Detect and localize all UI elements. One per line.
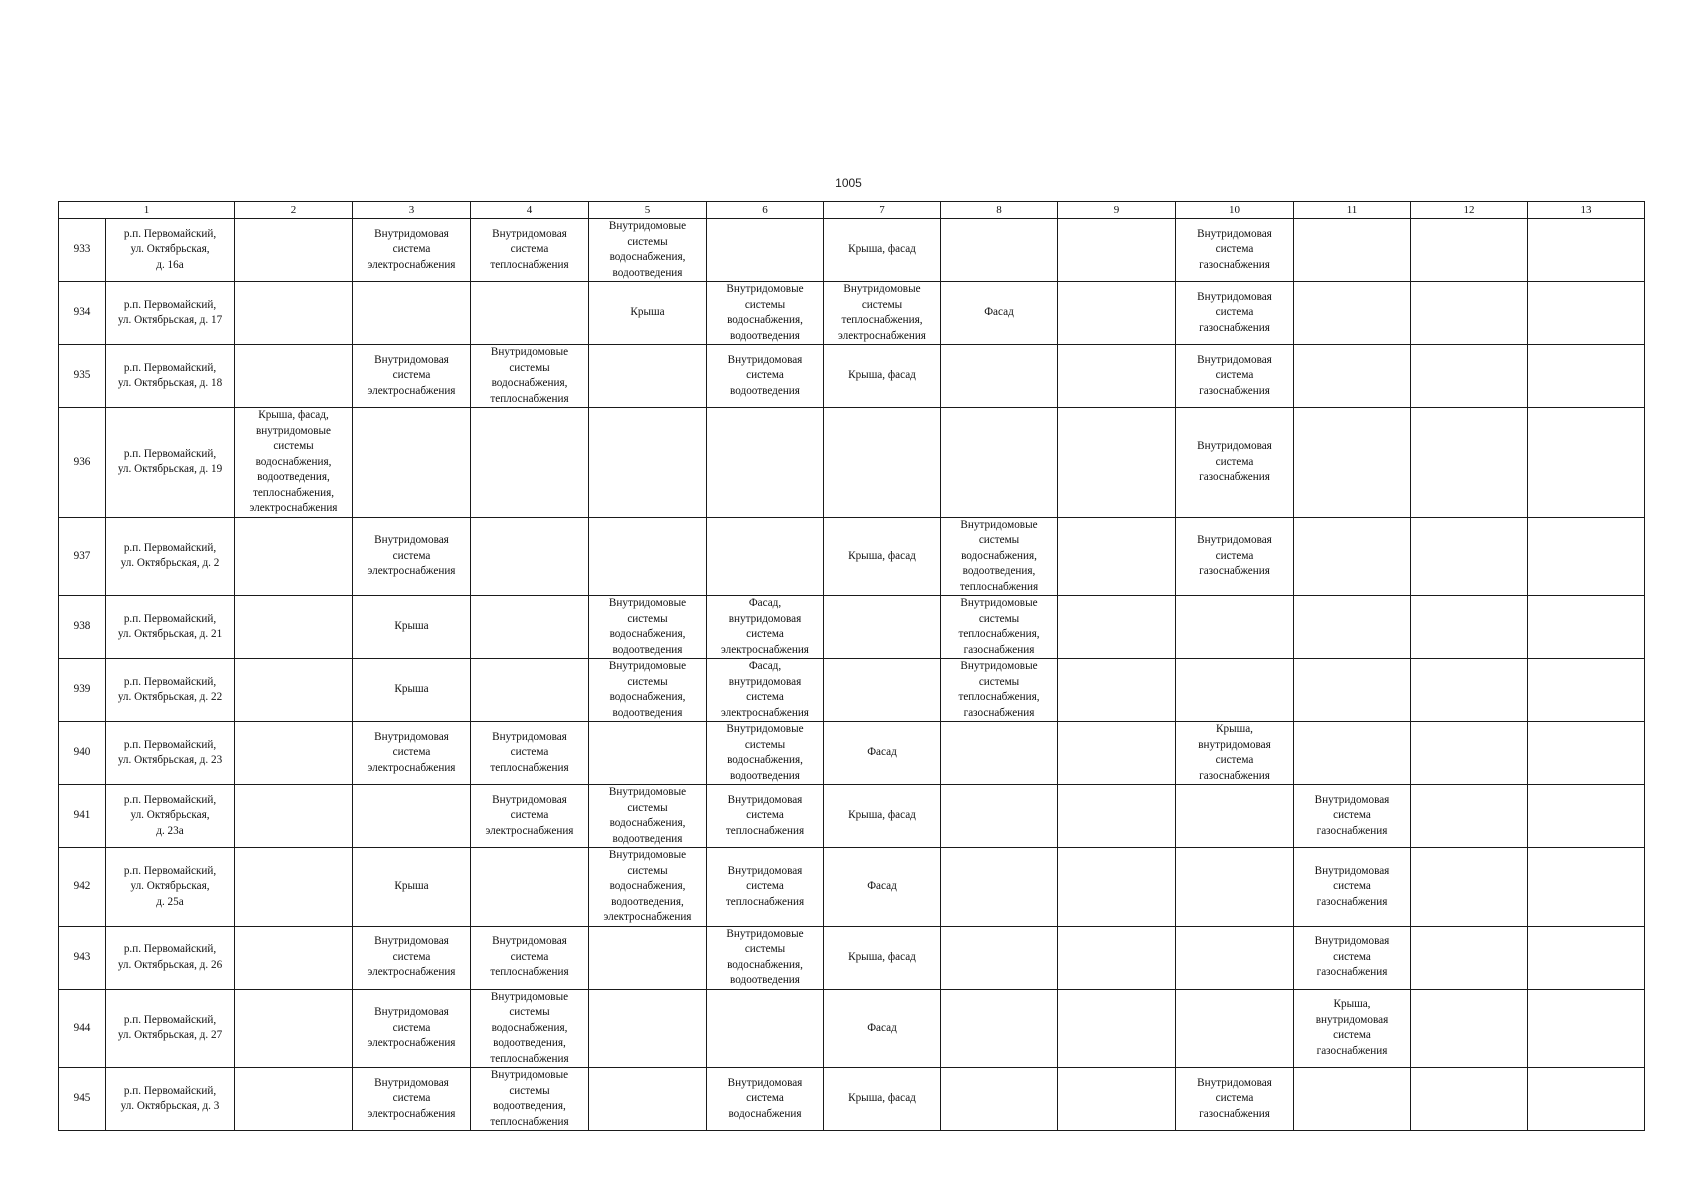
work-cell-col-8 [941, 722, 1058, 785]
work-cell-col-11 [1294, 345, 1411, 408]
row-number-cell: 939 [59, 659, 106, 722]
work-cell-col-10: Крыша, внутридомовая система газоснабжения [1176, 722, 1294, 785]
work-cell-col-4 [471, 408, 589, 518]
work-cell-col-13 [1528, 517, 1645, 596]
address-cell: р.п. Первомайский, ул. Октябрьская, д. 22 [106, 659, 235, 722]
work-cell-col-12 [1411, 282, 1528, 345]
work-cell-col-5 [589, 517, 707, 596]
work-cell-col-12 [1411, 345, 1528, 408]
work-cell-col-3: Внутридомовая система электроснабжения [353, 722, 471, 785]
table-row [59, 282, 1645, 345]
address-cell: р.п. Первомайский, ул. Октябрьская, д. 19 [106, 408, 235, 518]
work-cell-col-4: Внутридомовая система теплоснабжения [471, 926, 589, 989]
work-cell-col-8 [941, 219, 1058, 282]
column-header-1: 1 [59, 202, 235, 219]
work-cell-col-5 [589, 989, 707, 1068]
work-cell-col-6 [707, 219, 824, 282]
work-cell-col-2 [235, 517, 353, 596]
table-header [59, 202, 1645, 219]
work-cell-col-7: Крыша, фасад [824, 219, 941, 282]
row-number-cell: 943 [59, 926, 106, 989]
work-cell-col-3: Крыша [353, 848, 471, 927]
work-cell-col-3: Крыша [353, 659, 471, 722]
work-cell-col-2 [235, 1068, 353, 1131]
work-cell-col-10 [1176, 926, 1294, 989]
work-cell-col-9 [1058, 848, 1176, 927]
table-row [59, 1068, 1645, 1131]
column-header-7: 7 [824, 202, 941, 219]
work-cell-col-7: Крыша, фасад [824, 345, 941, 408]
work-cell-col-5: Крыша [589, 282, 707, 345]
work-cell-col-12 [1411, 722, 1528, 785]
work-cell-col-8 [941, 926, 1058, 989]
work-cell-col-12 [1411, 989, 1528, 1068]
work-cell-col-2 [235, 345, 353, 408]
address-cell: р.п. Первомайский, ул. Октябрьская, д. 27 [106, 989, 235, 1068]
work-cell-col-9 [1058, 659, 1176, 722]
work-cell-col-8 [941, 1068, 1058, 1131]
work-cell-col-2 [235, 282, 353, 345]
work-cell-col-8 [941, 848, 1058, 927]
work-cell-col-4: Внутридомовая система теплоснабжения [471, 722, 589, 785]
work-cell-col-9 [1058, 219, 1176, 282]
work-cell-col-6: Внутридомовая система теплоснабжения [707, 785, 824, 848]
table-row [59, 848, 1645, 927]
work-cell-col-12 [1411, 517, 1528, 596]
work-cell-col-7: Крыша, фасад [824, 926, 941, 989]
row-number-cell: 942 [59, 848, 106, 927]
work-cell-col-6: Внутридомовые системы водоснабжения, водоотведения [707, 926, 824, 989]
address-cell: р.п. Первомайский, ул. Октябрьская, д. 18 [106, 345, 235, 408]
work-cell-col-9 [1058, 989, 1176, 1068]
work-cell-col-9 [1058, 785, 1176, 848]
work-cell-col-12 [1411, 408, 1528, 518]
work-cell-col-4: Внутридомовые системы водоснабжения, теплоснабжения [471, 345, 589, 408]
work-cell-col-12 [1411, 659, 1528, 722]
work-cell-col-11 [1294, 219, 1411, 282]
work-cell-col-12 [1411, 1068, 1528, 1131]
row-number-cell: 937 [59, 517, 106, 596]
work-cell-col-7 [824, 596, 941, 659]
work-cell-col-13 [1528, 848, 1645, 927]
work-cell-col-3: Внутридомовая система электроснабжения [353, 345, 471, 408]
row-number-cell: 935 [59, 345, 106, 408]
work-cell-col-2 [235, 722, 353, 785]
row-number-cell: 934 [59, 282, 106, 345]
work-cell-col-5: Внутридомовые системы водоснабжения, водоотведения [589, 596, 707, 659]
row-number-cell: 941 [59, 785, 106, 848]
row-number-cell: 944 [59, 989, 106, 1068]
address-cell: р.п. Первомайский, ул. Октябрьская, д. 2 [106, 517, 235, 596]
table-row [59, 345, 1645, 408]
work-cell-col-7: Внутридомовые системы теплоснабжения, электроснабжения [824, 282, 941, 345]
work-cell-col-5: Внутридомовые системы водоснабжения, водоотведения [589, 219, 707, 282]
work-cell-col-12 [1411, 926, 1528, 989]
work-cell-col-2 [235, 659, 353, 722]
work-cell-col-5 [589, 408, 707, 518]
work-cell-col-11 [1294, 1068, 1411, 1131]
column-header-8: 8 [941, 202, 1058, 219]
row-number-cell: 936 [59, 408, 106, 518]
address-cell: р.п. Первомайский, ул. Октябрьская, д. 21 [106, 596, 235, 659]
work-cell-col-6: Внутридомовые системы водоснабжения, водоотведения [707, 282, 824, 345]
table-row [59, 926, 1645, 989]
work-cell-col-5 [589, 1068, 707, 1131]
work-cell-col-9 [1058, 282, 1176, 345]
work-cell-col-2: Крыша, фасад, внутридомовые системы водоснабжения, водоотведения, теплоснабжения, электроснабжения [235, 408, 353, 518]
work-cell-col-5: Внутридомовые системы водоснабжения, водоотведения, электроснабжения [589, 848, 707, 927]
work-cell-col-11 [1294, 282, 1411, 345]
column-header-5: 5 [589, 202, 707, 219]
work-cell-col-3 [353, 785, 471, 848]
work-cell-col-4 [471, 517, 589, 596]
work-cell-col-8: Внутридомовые системы теплоснабжения, газоснабжения [941, 596, 1058, 659]
work-cell-col-9 [1058, 596, 1176, 659]
work-cell-col-7: Фасад [824, 722, 941, 785]
work-cell-col-5: Внутридомовые системы водоснабжения, водоотведения [589, 659, 707, 722]
column-header-12: 12 [1411, 202, 1528, 219]
address-cell: р.п. Первомайский, ул. Октябрьская, д. 25а [106, 848, 235, 927]
work-cell-col-7: Крыша, фасад [824, 517, 941, 596]
work-cell-col-7: Фасад [824, 848, 941, 927]
work-cell-col-6: Внутридомовая система водоснабжения [707, 1068, 824, 1131]
work-cell-col-4: Внутридомовая система теплоснабжения [471, 219, 589, 282]
column-header-10: 10 [1176, 202, 1294, 219]
work-cell-col-11 [1294, 408, 1411, 518]
page-number: 1005 [835, 176, 862, 190]
work-cell-col-3: Внутридомовая система электроснабжения [353, 219, 471, 282]
work-cell-col-7 [824, 408, 941, 518]
work-cell-col-13 [1528, 408, 1645, 518]
work-cell-col-13 [1528, 345, 1645, 408]
work-cell-col-10 [1176, 659, 1294, 722]
work-cell-col-6 [707, 408, 824, 518]
work-cell-col-13 [1528, 785, 1645, 848]
table-row [59, 659, 1645, 722]
work-cell-col-2 [235, 596, 353, 659]
work-cell-col-4 [471, 848, 589, 927]
work-cell-col-12 [1411, 596, 1528, 659]
table-row [59, 722, 1645, 785]
column-header-3: 3 [353, 202, 471, 219]
address-cell: р.п. Первомайский, ул. Октябрьская, д. 3 [106, 1068, 235, 1131]
work-cell-col-11: Внутридомовая система газоснабжения [1294, 785, 1411, 848]
column-header-6: 6 [707, 202, 824, 219]
work-cell-col-6 [707, 517, 824, 596]
work-cell-col-9 [1058, 722, 1176, 785]
address-cell: р.п. Первомайский, ул. Октябрьская, д. 16а [106, 219, 235, 282]
work-cell-col-11 [1294, 517, 1411, 596]
work-cell-col-10: Внутридомовая система газоснабжения [1176, 1068, 1294, 1131]
column-header-11: 11 [1294, 202, 1411, 219]
work-cell-col-9 [1058, 926, 1176, 989]
work-cell-col-10: Внутридомовая система газоснабжения [1176, 517, 1294, 596]
work-cell-col-8: Фасад [941, 282, 1058, 345]
work-cell-col-11 [1294, 659, 1411, 722]
work-cell-col-10 [1176, 848, 1294, 927]
row-number-cell: 940 [59, 722, 106, 785]
table-row [59, 408, 1645, 518]
work-cell-col-12 [1411, 219, 1528, 282]
work-cell-col-11 [1294, 722, 1411, 785]
work-cell-col-9 [1058, 345, 1176, 408]
work-cell-col-6: Внутридомовые системы водоснабжения, водоотведения [707, 722, 824, 785]
table-row [59, 989, 1645, 1068]
work-cell-col-7: Крыша, фасад [824, 785, 941, 848]
row-number-cell: 933 [59, 219, 106, 282]
work-cell-col-10 [1176, 596, 1294, 659]
address-cell: р.п. Первомайский, ул. Октябрьская, д. 17 [106, 282, 235, 345]
work-cell-col-6: Внутридомовая система водоотведения [707, 345, 824, 408]
work-cell-col-4: Внутридомовые системы водоснабжения, водоотведения, теплоснабжения [471, 989, 589, 1068]
work-cell-col-3: Внутридомовая система электроснабжения [353, 1068, 471, 1131]
work-cell-col-11: Крыша, внутридомовая система газоснабжения [1294, 989, 1411, 1068]
work-cell-col-5: Внутридомовые системы водоснабжения, водоотведения [589, 785, 707, 848]
work-cell-col-13 [1528, 722, 1645, 785]
work-cell-col-5 [589, 345, 707, 408]
work-cell-col-2 [235, 848, 353, 927]
work-cell-col-8 [941, 345, 1058, 408]
table-row [59, 785, 1645, 848]
column-number-row [59, 202, 1645, 219]
work-cell-col-8 [941, 785, 1058, 848]
repair-schedule-table [58, 201, 1645, 1131]
work-cell-col-10 [1176, 785, 1294, 848]
address-cell: р.п. Первомайский, ул. Октябрьская, д. 23 [106, 722, 235, 785]
work-cell-col-10: Внутридомовая система газоснабжения [1176, 219, 1294, 282]
work-cell-col-2 [235, 219, 353, 282]
work-cell-col-13 [1528, 659, 1645, 722]
work-cell-col-12 [1411, 785, 1528, 848]
work-cell-col-7: Крыша, фасад [824, 1068, 941, 1131]
address-cell: р.п. Первомайский, ул. Октябрьская, д. 26 [106, 926, 235, 989]
work-cell-col-6 [707, 989, 824, 1068]
work-cell-col-7 [824, 659, 941, 722]
work-cell-col-5 [589, 722, 707, 785]
work-cell-col-13 [1528, 219, 1645, 282]
work-cell-col-2 [235, 785, 353, 848]
work-cell-col-8 [941, 989, 1058, 1068]
table-row [59, 596, 1645, 659]
work-cell-col-4: Внутридомовые системы водоотведения, теплоснабжения [471, 1068, 589, 1131]
column-header-2: 2 [235, 202, 353, 219]
work-cell-col-10: Внутридомовая система газоснабжения [1176, 408, 1294, 518]
work-cell-col-4 [471, 659, 589, 722]
work-cell-col-8: Внутридомовые системы теплоснабжения, газоснабжения [941, 659, 1058, 722]
address-cell: р.п. Первомайский, ул. Октябрьская, д. 23а [106, 785, 235, 848]
work-cell-col-2 [235, 989, 353, 1068]
work-cell-col-9 [1058, 1068, 1176, 1131]
row-number-cell: 945 [59, 1068, 106, 1131]
work-cell-col-6: Фасад, внутридомовая система электроснабжения [707, 659, 824, 722]
work-cell-col-2 [235, 926, 353, 989]
work-cell-col-10: Внутридомовая система газоснабжения [1176, 345, 1294, 408]
work-cell-col-13 [1528, 1068, 1645, 1131]
work-cell-col-3: Внутридомовая система электроснабжения [353, 926, 471, 989]
work-cell-col-8: Внутридомовые системы водоснабжения, водоотведения, теплоснабжения [941, 517, 1058, 596]
work-cell-col-13 [1528, 282, 1645, 345]
work-cell-col-9 [1058, 517, 1176, 596]
work-cell-col-4 [471, 596, 589, 659]
work-cell-col-11: Внутридомовая система газоснабжения [1294, 926, 1411, 989]
work-cell-col-5 [589, 926, 707, 989]
work-cell-col-10 [1176, 989, 1294, 1068]
work-cell-col-3: Внутридомовая система электроснабжения [353, 989, 471, 1068]
work-cell-col-13 [1528, 989, 1645, 1068]
column-header-9: 9 [1058, 202, 1176, 219]
work-cell-col-13 [1528, 596, 1645, 659]
work-cell-col-7: Фасад [824, 989, 941, 1068]
row-number-cell: 938 [59, 596, 106, 659]
work-cell-col-3 [353, 282, 471, 345]
work-cell-col-3 [353, 408, 471, 518]
column-header-13: 13 [1528, 202, 1645, 219]
work-cell-col-12 [1411, 848, 1528, 927]
table-row [59, 219, 1645, 282]
table-body [59, 219, 1645, 1131]
work-cell-col-3: Внутридомовая система электроснабжения [353, 517, 471, 596]
work-cell-col-9 [1058, 408, 1176, 518]
work-cell-col-11 [1294, 596, 1411, 659]
work-cell-col-13 [1528, 926, 1645, 989]
work-cell-col-6: Внутридомовая система теплоснабжения [707, 848, 824, 927]
column-header-4: 4 [471, 202, 589, 219]
work-cell-col-8 [941, 408, 1058, 518]
work-cell-col-10: Внутридомовая система газоснабжения [1176, 282, 1294, 345]
work-cell-col-11: Внутридомовая система газоснабжения [1294, 848, 1411, 927]
work-cell-col-4: Внутридомовая система электроснабжения [471, 785, 589, 848]
work-cell-col-4 [471, 282, 589, 345]
table-row [59, 517, 1645, 596]
work-cell-col-6: Фасад, внутридомовая система электроснабжения [707, 596, 824, 659]
work-cell-col-3: Крыша [353, 596, 471, 659]
